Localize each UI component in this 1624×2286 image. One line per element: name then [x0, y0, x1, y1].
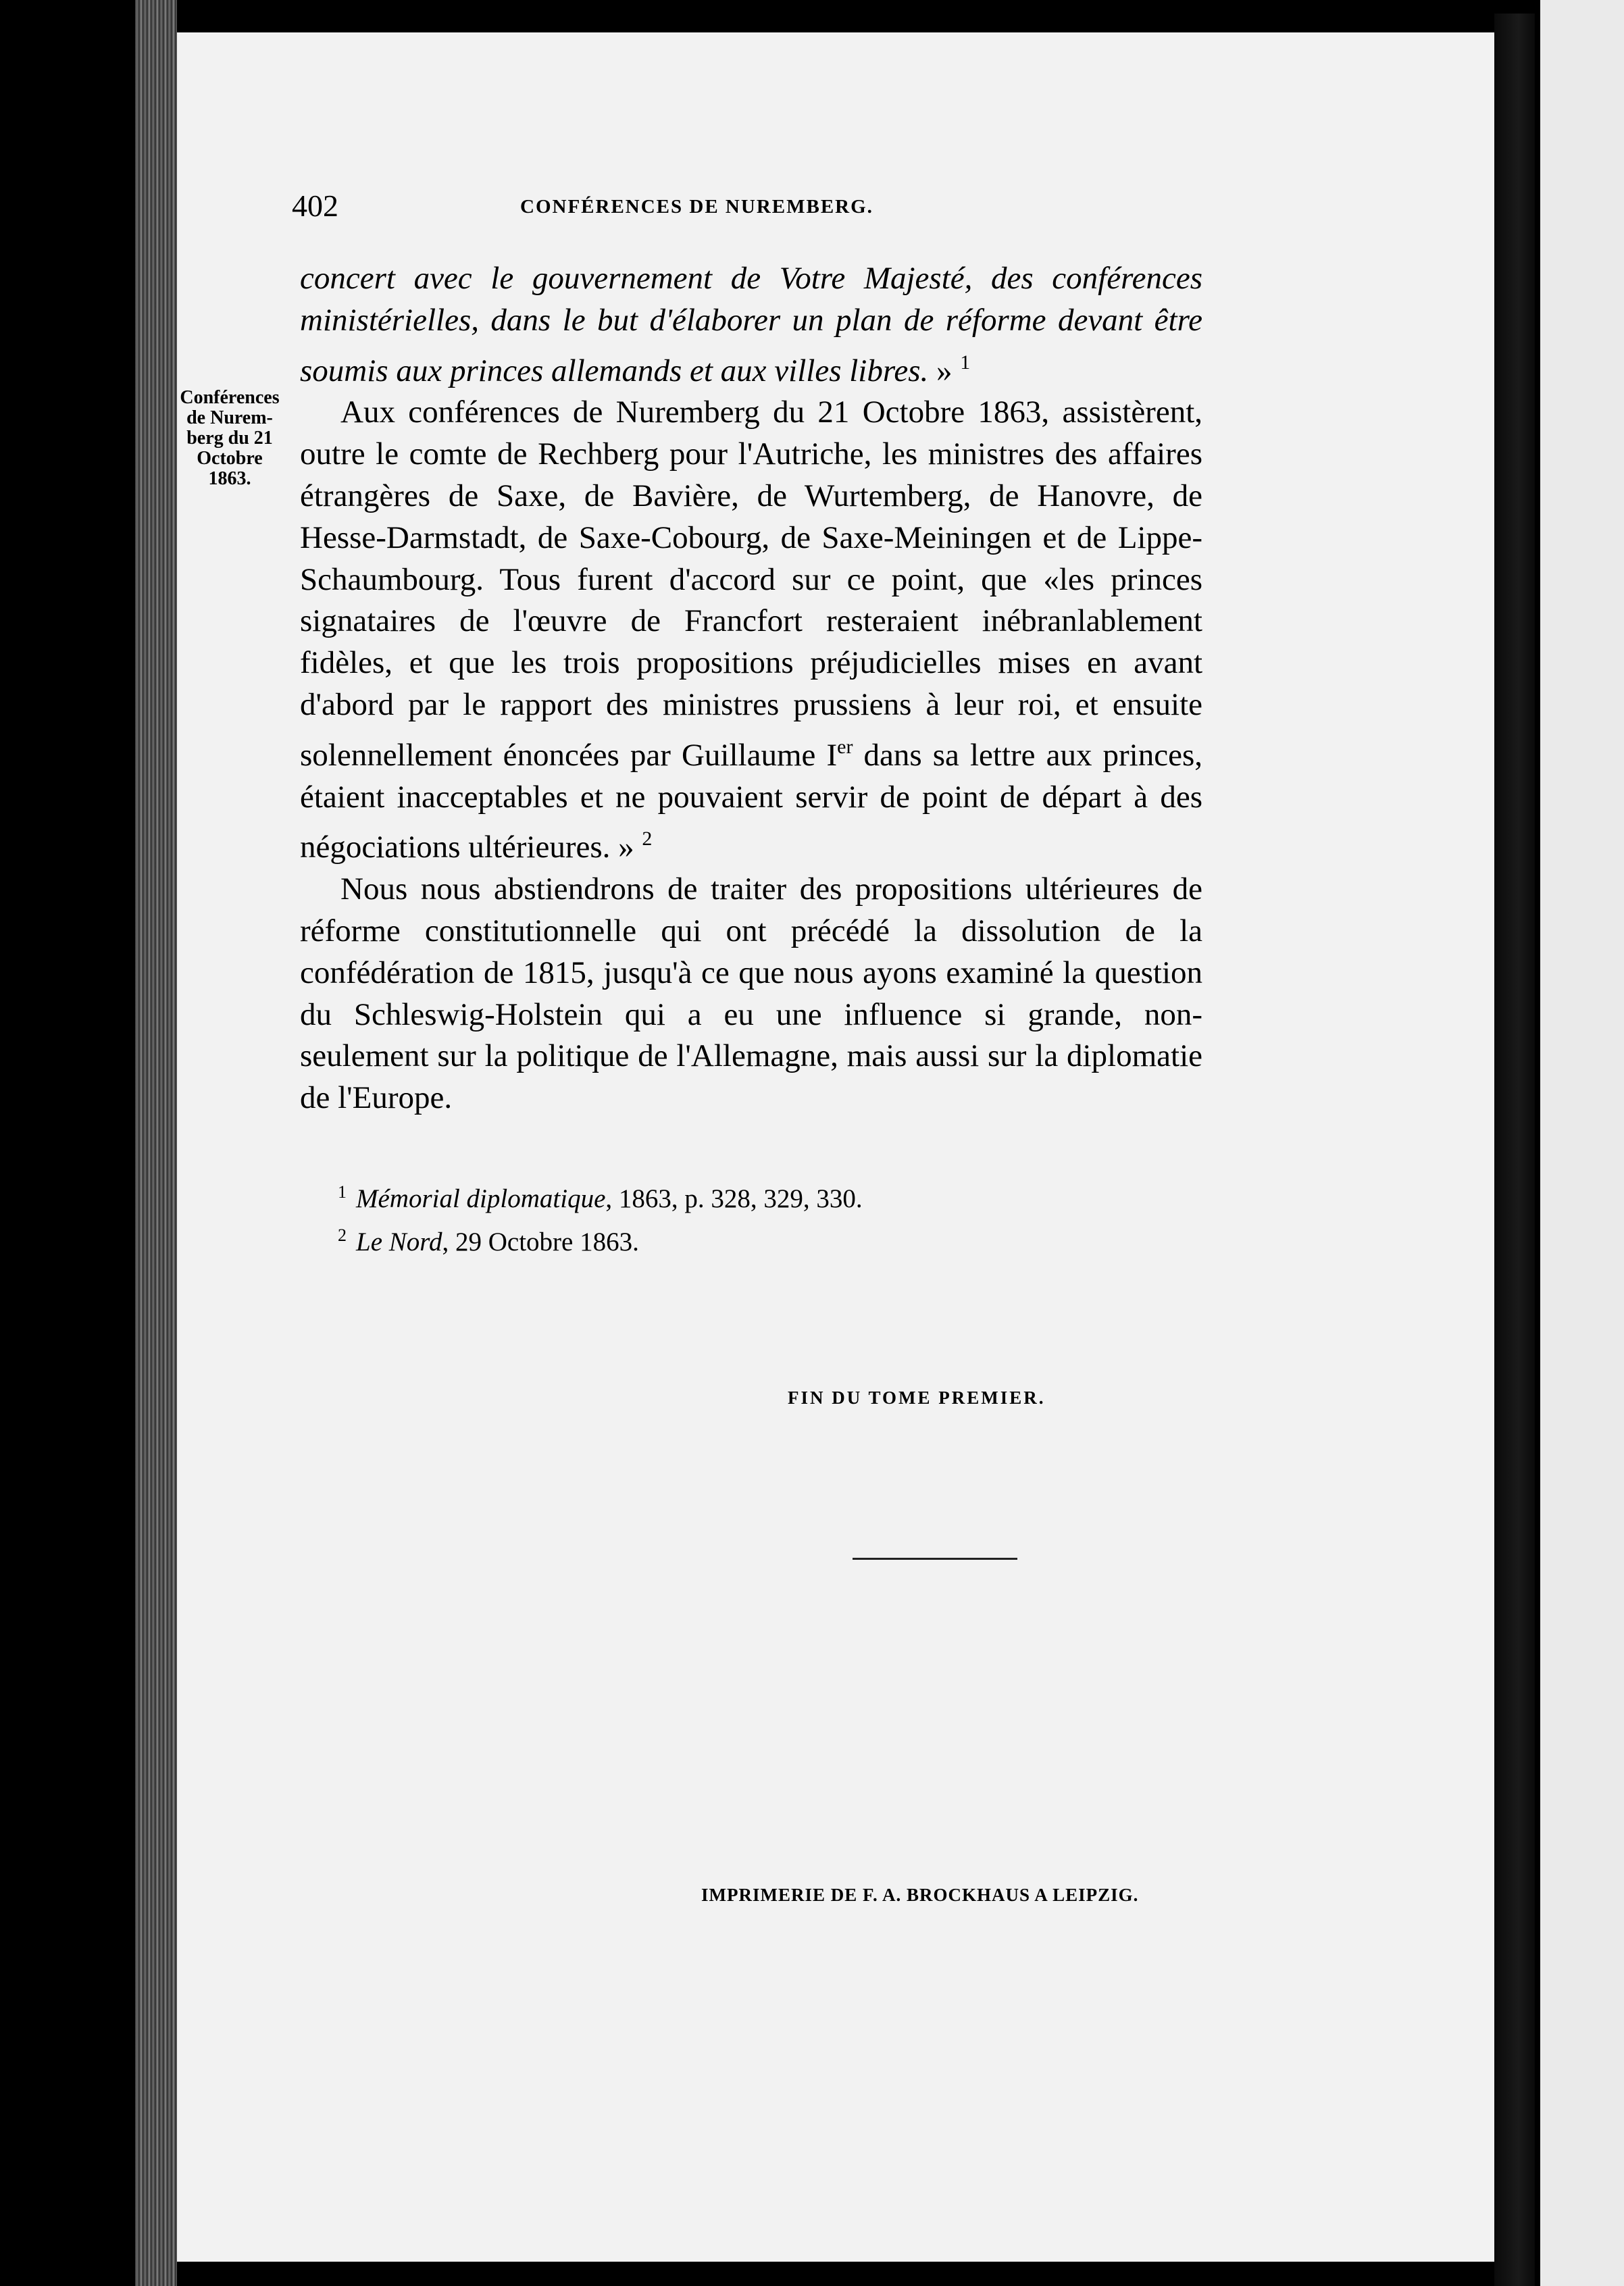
book-page-edges: [135, 0, 177, 2286]
book-gutter: [1494, 14, 1535, 2286]
paragraph-1: [300, 258, 1202, 392]
footnote-number: 2: [338, 1225, 347, 1245]
margin-note-line: 1863.: [208, 468, 251, 489]
running-title: CONFÉRENCES DE NUREMBERG.: [520, 196, 873, 218]
footnotes: [338, 1174, 1216, 1261]
body-text: [300, 258, 1202, 1119]
paragraph-2: [300, 392, 1202, 869]
page-number: 402: [292, 188, 338, 223]
printer-imprint: IMPRIMERIE DE F. A. BROCKHAUS A LEIPZIG.: [701, 1885, 1139, 1905]
margin-note-line: Conférences: [180, 387, 280, 408]
footnote-rest: , 29 Octobre 1863.: [442, 1227, 639, 1256]
margin-note-line: de Nurem-: [186, 407, 273, 428]
paragraph-2-text-a: Aux conférences de Nuremberg du 21 Octobre 1863, assistèrent, outre le comte de Rechberg pour l'Autriche, les ministres des affaires étrangères de Saxe, de Bavière, de Wurtemberg, de Hanovre, de Hesse-Darmstadt, de Saxe-Cobourg, de Saxe-Meiningen et de Lippe-Schaumbourg. Tous furent d'accord sur ce point, que «les princes signataires de l'œuvre de Francfort resteraient inébranlablement fidèles, et que les trois propositions préjudicielles mises en avant d'abord par le rapport des ministres prussiens à leur roi, et ensuite solennellement énoncées par Guillaume I: [300, 395, 1202, 773]
footnote-2: [338, 1217, 1216, 1261]
closing-quote: »: [928, 353, 953, 388]
footnote-rest: , 1863, p. 328, 329, 330.: [605, 1184, 863, 1213]
footnote-number: 1: [338, 1182, 347, 1202]
end-of-volume-note: FIN DU TOME PREMIER.: [788, 1388, 1046, 1408]
paragraph-3: Nous nous abstiendrons de traiter des propositions ultérieures de réforme constitutionnelle qui ont précédé la dissolution de la confédération de 1815, jusqu'à ce que nous ayons examiné la question du Schleswig-Holstein qui a eu une influence si grande, non-seulement sur la politique de l'Allemagne, mais aussi sur la diplomatie de l'Europe.: [300, 871, 1202, 1116]
superscript-er: er: [837, 735, 853, 758]
margin-note-line: Octobre: [197, 448, 263, 469]
running-head: [292, 188, 1143, 228]
margin-note-line: berg du 21: [186, 428, 273, 449]
footnote-1: [338, 1174, 1216, 1217]
divider-rule: [853, 1558, 1017, 1560]
margin-note: [149, 388, 311, 489]
footnote-title: Le Nord: [356, 1227, 442, 1256]
quotation-end: concert avec le gouvernement de Votre Majesté, des conférences ministérielles, dans le but d'élaborer un plan de réforme devant être soumis aux princes allemands et aux villes libres.: [300, 261, 1202, 388]
footnote-ref-2: 2: [642, 828, 653, 850]
footnote-ref-1: 1: [960, 351, 971, 374]
footnote-title: Mémorial diplomatique: [356, 1184, 606, 1213]
paragraph-2-text-b: dans sa lettre aux princes, étaient inacceptables et ne pouvaient servir de point de départ à des négociations ultérieures. »: [300, 737, 1202, 865]
facing-page-edge: [1540, 0, 1624, 2286]
